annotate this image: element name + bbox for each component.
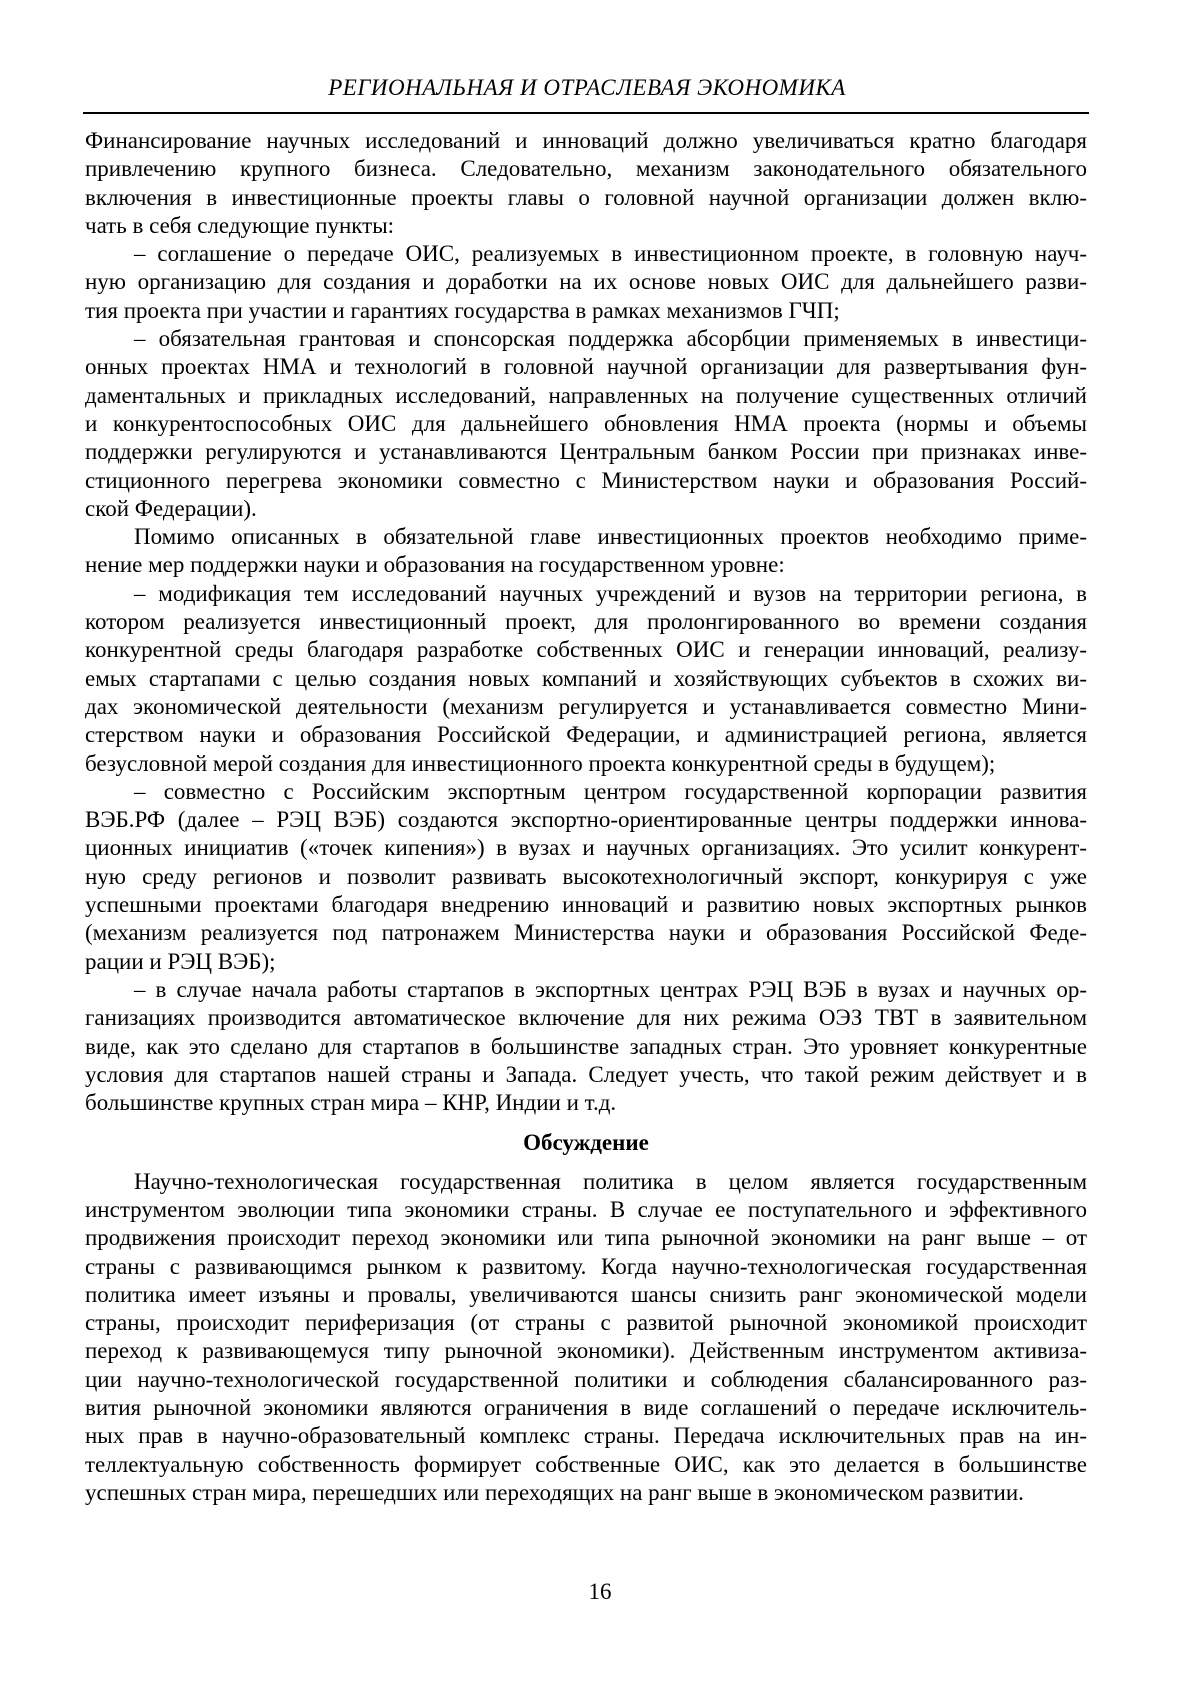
article-body [85,127,1087,1507]
running-head: РЕГИОНАЛЬНАЯ И ОТРАСЛЕВАЯ ЭКОНОМИКА [328,75,846,100]
paragraph-line: и конкурентоспособных ОИС для дальнейшего обновления НМА проекта (нормы и объемы [85,410,1087,436]
paragraph [85,778,1087,976]
paragraph-line: ганизациях производится автоматическое включение для них режима ОЭЗ ТВТ в заявительном [85,1005,1087,1031]
paragraph-line: условия для стартапов нашей страны и Запада. Следует учесть, что такой режим действует и в [85,1061,1087,1087]
section-heading: Обсуждение [523,1130,649,1156]
paragraph-line: – в случае начала работы стартапов в экспортных центрах РЭЦ ВЭБ в вузах и научных ор- [134,976,1087,1002]
paragraph-line: конкурентной среды благодаря разработке собственных ОИС и генерации инноваций, реализу- [85,637,1087,663]
paragraph-line: Финансирование научных исследований и инноваций должно увеличиваться кратно благодаря [85,128,1087,153]
paragraph [85,1168,1087,1508]
paragraph-line: стиционного перегрева экономики совместно с Министерством науки и образования Россий- [85,467,1087,493]
paragraph-line: тия проекта при участии и гарантиях государства в рамках механизмов ГЧП; [85,297,840,323]
paragraph-line: котором реализуется инвестиционный проект, для пролонгированного во времени создания [85,609,1087,635]
paragraph-line: дах экономической деятельности (механизм регулируется и устанавливается совместно Мини- [85,693,1087,719]
page-number: 16 [588,1579,612,1604]
paragraph [85,325,1087,523]
paragraph [85,240,1087,325]
paragraph-line: большинстве крупных стран мира – КНР, Индии и т.д. [85,1090,617,1116]
paragraph-line: привлечению крупного бизнеса. Следовательно, механизм законодательного обязательного [85,156,1087,182]
paragraph [85,580,1087,778]
paragraph-line: Помимо описанных в обязательной главе инвестиционных проектов необходимо приме- [134,524,1087,550]
paragraph-line: продвижения происходит переход экономики или типа рыночной экономики на ранг выше – от [85,1225,1087,1251]
paragraph-line: – обязательная грантовая и спонсорская поддержка абсорбции применяемых в инвестици- [134,326,1087,352]
paragraph-line: переход к развивающемуся типу рыночной экономики). Действенным инструментом активиза- [85,1338,1087,1364]
paragraph [85,523,1087,580]
paragraph-line: теллектуальную собственность формирует собственные ОИС, как это делается в большинстве [85,1451,1087,1477]
paragraph-line: инструментом эволюции типа экономики страны. В случае ее поступательного и эффективного [85,1196,1087,1222]
paragraph-line: страны, происходит периферизация (от страны с развитой рыночной экономикой происходит [85,1310,1087,1336]
paragraph-line: рации и РЭЦ ВЭБ); [85,948,276,974]
paragraph-line: ционных инициатив («точек кипения») в вузах и научных организациях. Это усилит конкурент- [85,835,1087,861]
paragraph-line: стерством науки и образования Российской Федерации, и администрацией региона, является [85,722,1087,748]
paragraph-line: страны с развивающимся рынком к развитому. Когда научно-технологическая государственная [85,1253,1087,1279]
paragraph-line: политика имеет изъяны и провалы, увеличиваются шансы снизить ранг экономической модели [85,1281,1087,1307]
paragraph [85,127,1087,240]
paragraph-line: чать в себя следующие пункты: [85,212,395,238]
header-rule [83,112,1089,114]
paragraph-line: – совместно с Российским экспортным центром государственной корпорации развития [134,778,1087,804]
paragraph-line: – модификация тем исследований научных учреждений и вузов на территории региона, в [134,580,1087,606]
paragraph-line: (механизм реализуется под патронажем Министерства науки и образования Российской Феде- [85,920,1087,946]
paragraph-line: даментальных и прикладных исследований, направленных на получение существенных отличий [85,382,1087,408]
paragraph-line: безусловной мерой создания для инвестиционного проекта конкурентной среды в будущем); [85,750,996,776]
paragraph-line: виде, как это сделано для стартапов в большинстве западных стран. Это уровняет конкурентные [85,1033,1087,1059]
paragraph-line: вития рыночной экономики являются ограничения в виде соглашений о передаче исключитель- [85,1395,1087,1421]
paragraph-line: ции научно-технологической государственной политики и соблюдения сбалансированного раз- [85,1366,1087,1392]
paragraph-line: ных прав в научно-образовательный комплекс страны. Передача исключительных прав на ин- [85,1423,1087,1449]
paragraph-line: успешных стран мира, перешедших или переходящих на ранг выше в экономическом развитии. [85,1479,1024,1505]
paragraph-line: емых стартапами с целью создания новых компаний и хозяйствующих субъектов в схожих ви- [85,665,1087,691]
paragraph-line: нение мер поддержки науки и образования на государственном уровне: [85,552,785,578]
paragraph-line: онных проектах НМА и технологий в головной научной организации для развертывания фун- [85,354,1087,380]
paragraph-line: ской Федерации). [85,495,257,521]
paragraph-line: включения в инвестиционные проекты главы о головной научной организации должен вклю- [85,184,1087,210]
paragraph-line: – соглашение о передаче ОИС, реализуемых в инвестиционном проекте, в головную науч- [134,241,1087,267]
paragraph [85,976,1087,1117]
paragraph-line: ную среду регионов и позволит развивать высокотехнологичный экспорт, конкурируя с уже [85,863,1087,889]
paragraph-line: ВЭБ.РФ (далее – РЭЦ ВЭБ) создаются экспортно-ориентированные центры поддержки иннова- [85,807,1087,833]
paragraph-line: ную организацию для создания и доработки на их основе новых ОИС для дальнейшего разви- [85,269,1087,295]
paragraph-line: Научно-технологическая государственная политика в целом является государственным [134,1168,1087,1194]
paragraph-line: поддержки регулируются и устанавливаются Центральным банком России при признаках инве- [85,439,1087,465]
paragraph-line: успешными проектами благодаря внедрению инноваций и развитию новых экспортных рынков [85,892,1087,918]
